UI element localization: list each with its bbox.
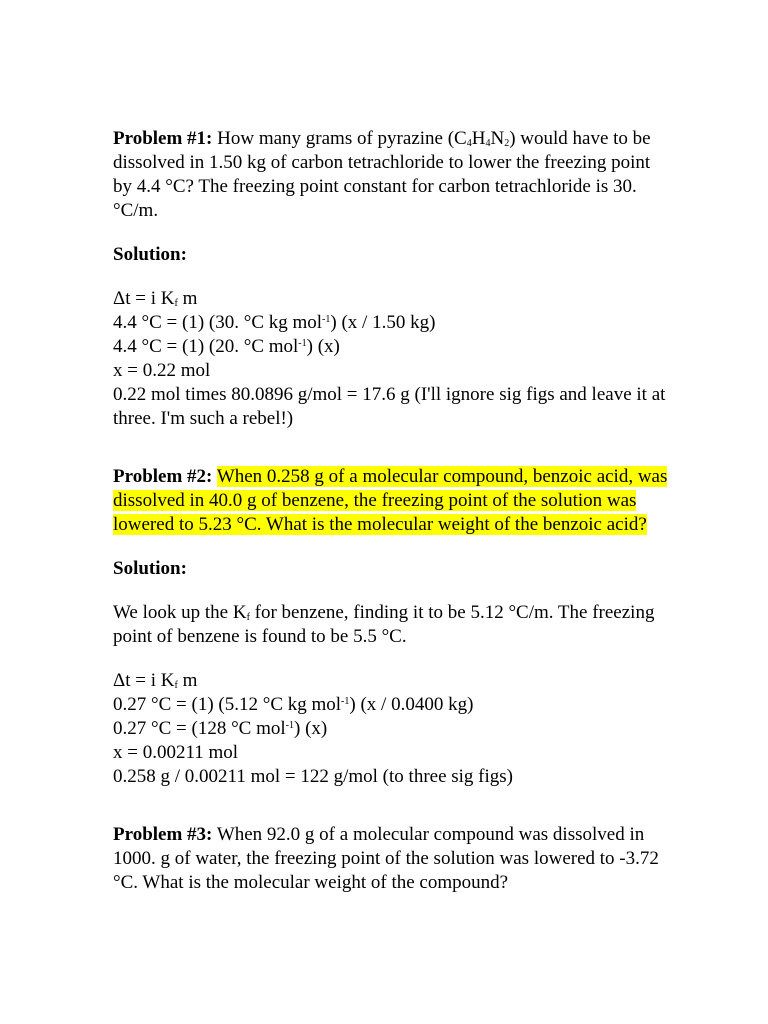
subscript: 2 (504, 138, 510, 149)
equation-line (113, 717, 673, 741)
lookup-text: We look up the K (113, 602, 247, 623)
equation-text: m (177, 670, 198, 691)
subscript: 4 (485, 138, 491, 149)
equation-text: 4.4 °C = (1) (20. °C mol (113, 336, 299, 357)
problem-1-solution (113, 287, 673, 431)
superscript: -1 (322, 314, 331, 325)
subscript: f (174, 298, 178, 309)
result-text: 0.22 mol times 80.0896 g/mol = 17.6 g (I'll ignore sig figs and leave it at three. I'm such a rebel!) (113, 384, 666, 429)
problem-1-text-b: H (471, 128, 486, 149)
problem-3-question (113, 823, 673, 895)
problem-1-question (113, 127, 673, 223)
superscript: -1 (341, 696, 350, 707)
problem-3-text: When 92.0 g of a molecular compound was dissolved in 1000. g of water, the freezing point of the solution was lowered to -3.72 °C. What is the molecular weight of the compound? (113, 824, 659, 893)
subscript: f (246, 612, 250, 623)
problem-2-solution (113, 669, 673, 789)
equation-line (113, 311, 673, 335)
equation-text: ) (x) (294, 718, 328, 739)
superscript: -1 (285, 720, 294, 731)
equation-text: Δt = i K (113, 288, 175, 309)
problem-1-text-a: How many grams of pyrazine (C (217, 128, 467, 149)
equation-text: 4.4 °C = (1) (30. °C kg mol (113, 312, 323, 333)
problem-2-lookup (113, 601, 673, 649)
equation-line: x = 0.00211 mol (113, 742, 239, 763)
superscript: -1 (298, 338, 307, 349)
problem-1-text-c: N (490, 128, 505, 149)
equation-line (113, 693, 673, 717)
document-page (113, 127, 673, 915)
equation-line: x = 0.22 mol (113, 360, 211, 381)
equation-line: 0.258 g / 0.00211 mol = 122 g/mol (to three sig figs) (113, 766, 514, 787)
problem-1-text-d: ) would have to be dissolved in 1.50 kg of carbon tetrachloride to lower the freezing point by 4.4 °C? The freezing point constant for carbon tetrachloride is 30. °C/m. (113, 128, 651, 221)
equation-line (113, 335, 673, 359)
equation-text: 0.27 °C = (128 °C mol (113, 718, 286, 739)
subscript: 4 (466, 138, 472, 149)
problem-1-label: Problem #1: (113, 128, 213, 149)
problem-3-label: Problem #3: (113, 824, 213, 845)
problem-2-question (113, 465, 673, 537)
equation-text: ) (x / 1.50 kg) (330, 312, 436, 333)
problem-2-solution-label: Solution: (113, 558, 187, 579)
equation-line (113, 669, 673, 693)
problem-2-label: Problem #2: (113, 466, 213, 487)
subscript: f (174, 680, 178, 691)
problem-1-solution-label: Solution: (113, 244, 187, 265)
equation-text: m (177, 288, 198, 309)
equation-text: Δt = i K (113, 670, 175, 691)
problem-2-highlighted-text: When 0.258 g of a molecular compound, benzoic acid, was dissolved in 40.0 g of benzene, the freezing point of the solution was lowered to 5.23 °C. What is the molecular weight of the benzoic acid? (113, 466, 668, 535)
lookup-text: for benzene, finding it to be 5.12 °C/m. The freezing point of benzene is found to be 5.5 °C. (113, 602, 655, 647)
equation-text: ) (x / 0.0400 kg) (349, 694, 474, 715)
equation-text: 0.27 °C = (1) (5.12 °C kg mol (113, 694, 342, 715)
equation-line (113, 287, 673, 311)
equation-text: ) (x) (306, 336, 340, 357)
